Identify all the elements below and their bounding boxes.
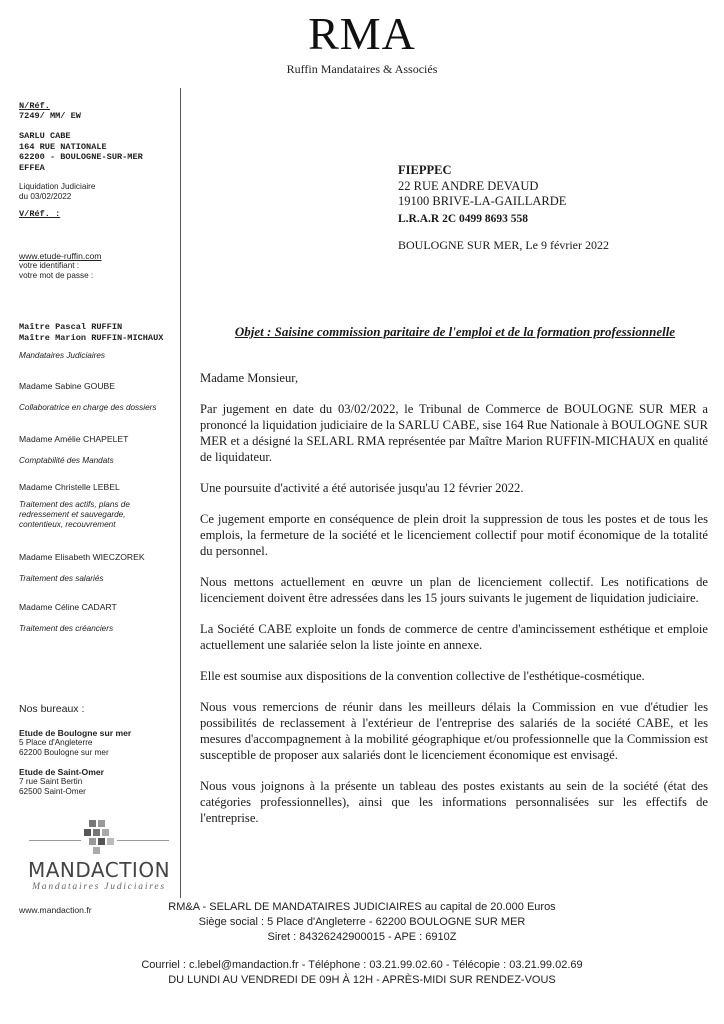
office-name: Etude de Boulogne sur mer: [19, 728, 132, 738]
offices-title: Nos bureaux :: [19, 703, 85, 715]
staff-name: Madame Elisabeth WIECZOREK: [19, 552, 145, 562]
website-link[interactable]: www.etude-ruffin.com: [19, 251, 102, 261]
procedure-block: [19, 182, 95, 202]
salutation: Madame Monsieur,: [200, 371, 299, 385]
masters-block: [19, 322, 163, 343]
footer-contact-line: Courriel : c.lebel@mandaction.fr - Téléphone : 03.21.99.02.60 - Télécopie : 03.21.99.02.69: [141, 959, 583, 971]
office-address: 5 Place d'Angleterre: [19, 738, 93, 747]
identifier-label: votre identifiant :: [19, 261, 80, 270]
mandaction-website-link[interactable]: www.mandaction.fr: [19, 905, 92, 915]
footer-legal: [0, 900, 724, 945]
office-name: Etude de Saint-Omer: [19, 767, 104, 777]
footer-hours: DU LUNDI AU VENDREDI DE 09H À 12H - APRÈS-MIDI SUR RENDEZ-VOUS: [168, 974, 556, 986]
footer-siret: Siret : 84326242900015 - APE : 6910Z: [267, 931, 457, 943]
office-address: 7 rue Saint Bertin: [19, 777, 83, 786]
office-address: 62200 Boulogne sur mer: [19, 748, 109, 757]
master-name: Maître Pascal RUFFIN: [19, 322, 123, 332]
company-line: EFFEA: [19, 162, 45, 173]
masters-role: Mandataires Judiciaires: [19, 351, 106, 360]
staff-role: Traitement des salariés: [19, 574, 104, 583]
our-ref-label: N/Réf.: [19, 101, 50, 111]
rma-logo-mark: RMA: [308, 8, 416, 59]
office-address: 62500 Saint-Omer: [19, 787, 86, 796]
mandaction-logo-text: MANDACTION: [27, 858, 171, 882]
company-block: [19, 131, 143, 173]
staff-name: Madame Christelle LEBEL: [19, 482, 120, 492]
master-name: Maître Marion RUFFIN-MICHAUX: [19, 332, 164, 343]
staff-role: Comptabilité des Mandats: [19, 456, 114, 465]
procedure-line: Liquidation Judiciaire: [19, 182, 96, 191]
registered-mail-number: L.R.A.R 2C 0499 8693 558: [398, 213, 529, 225]
office-saint-omer: [19, 767, 104, 797]
body-paragraph: Nous vous remercions de réunir dans les meilleurs délais la Commission en vue d'étudier les possibilités de reclassement à l'extérieur de l'entreprise des salariés de la société CABE, et les mesures d'accompagnement à la mobilité géographique et/ou professionnelle que la Commission est susceptible de proposer aux salariés dont le licenciement économique est envisagé.: [200, 700, 708, 762]
your-ref-label: V/Réf. :: [19, 209, 61, 219]
password-label: votre mot de passe :: [19, 271, 94, 280]
body-paragraph: Une poursuite d'activité a été autorisée jusqu'au 12 février 2022.: [200, 481, 524, 495]
staff-name: Madame Sabine GOUBE: [19, 381, 116, 391]
letterhead-logo: [0, 8, 724, 76]
recipient-address: [398, 163, 566, 210]
body-paragraph: Nous mettons actuellement en œuvre un plan de licenciement collectif. Les notifications de licenciement doivent être adressées dans les 15 jours suivants le jugement de liquidation judiciaire.: [200, 575, 708, 605]
body-paragraph: La Société CABE exploite un fonds de commerce de centre d'amincissement esthétique et emploie actuellement une salariée selon la liste jointe en annexe.: [200, 622, 708, 652]
staff-role: Traitement des créanciers: [19, 624, 114, 633]
staff-role: Collaboratrice en charge des dossiers: [19, 403, 157, 412]
mandaction-squares-icon: [19, 818, 179, 858]
footer-contact: [0, 958, 724, 988]
recipient-name: FIEPPEC: [398, 163, 452, 177]
footer-head-office: Siège social : 5 Place d'Angleterre - 62200 BOULOGNE SUR MER: [198, 916, 526, 928]
body-paragraph: Par jugement en date du 03/02/2022, le Tribunal de Commerce de BOULOGNE SUR MER a prononcé la liquidation judiciaire de la SARLU CABE, sise 164 Rue Nationale à BOULOGNE SUR MER et a désigné la SELARL RMA représentée par Maître Marion RUFFIN-MICHAUX en qualité de liquidateur.: [200, 402, 708, 464]
place-and-date: BOULOGNE SUR MER, Le 9 février 2022: [398, 238, 609, 252]
letter-subject: Objet : Saisine commission paritaire de l'emploi et de la formation professionnelle: [234, 324, 676, 339]
office-boulogne: [19, 728, 131, 758]
letter-body: [200, 370, 708, 826]
procedure-line: du 03/02/2022: [19, 192, 72, 201]
body-paragraph: Ce jugement emporte en conséquence de plein droit la suppression de tous les postes et de tous les emplois, la fermeture de la société et le licenciement collectif pour motif économique de la totalité du personnel.: [200, 512, 708, 558]
company-line: 62200 - BOULOGNE-SUR-MER: [19, 152, 143, 162]
staff-name: Madame Céline CADART: [19, 602, 117, 612]
body-paragraph: Nous vous joignons à la présente un tableau des postes existants au sein de la société (état des catégories professionnelles), ainsi que les informations personnalisées sur les effectifs de l'entreprise.: [200, 779, 708, 825]
company-line: SARLU CABE: [19, 131, 71, 141]
company-line: 164 RUE NATIONALE: [19, 141, 107, 152]
body-paragraph: Elle est soumise aux dispositions de la convention collective de l'esthétique-cosmétique.: [200, 669, 645, 683]
mandaction-logo: [19, 818, 179, 892]
recipient-city: 19100 BRIVE-LA-GAILLARDE: [398, 194, 567, 208]
recipient-street: 22 RUE ANDRE DEVAUD: [398, 178, 539, 193]
mandaction-logo-subtitle: Mandataires Judiciaires: [32, 882, 166, 892]
sidebar-divider: [180, 88, 181, 898]
staff-name: Madame Amélie CHAPELET: [19, 434, 129, 444]
footer-company: RM&A - SELARL DE MANDATAIRES JUDICIAIRES au capital de 20.000 Euros: [168, 901, 556, 913]
our-ref-value: 7249/ MM/ EW: [19, 111, 81, 121]
staff-role: Traitement des actifs, plans de redressement et sauvegarde, contentieux, recouvrement: [19, 500, 130, 529]
rma-logo-subtitle: Ruffin Mandataires & Associés: [286, 62, 438, 76]
login-block: [19, 261, 93, 281]
